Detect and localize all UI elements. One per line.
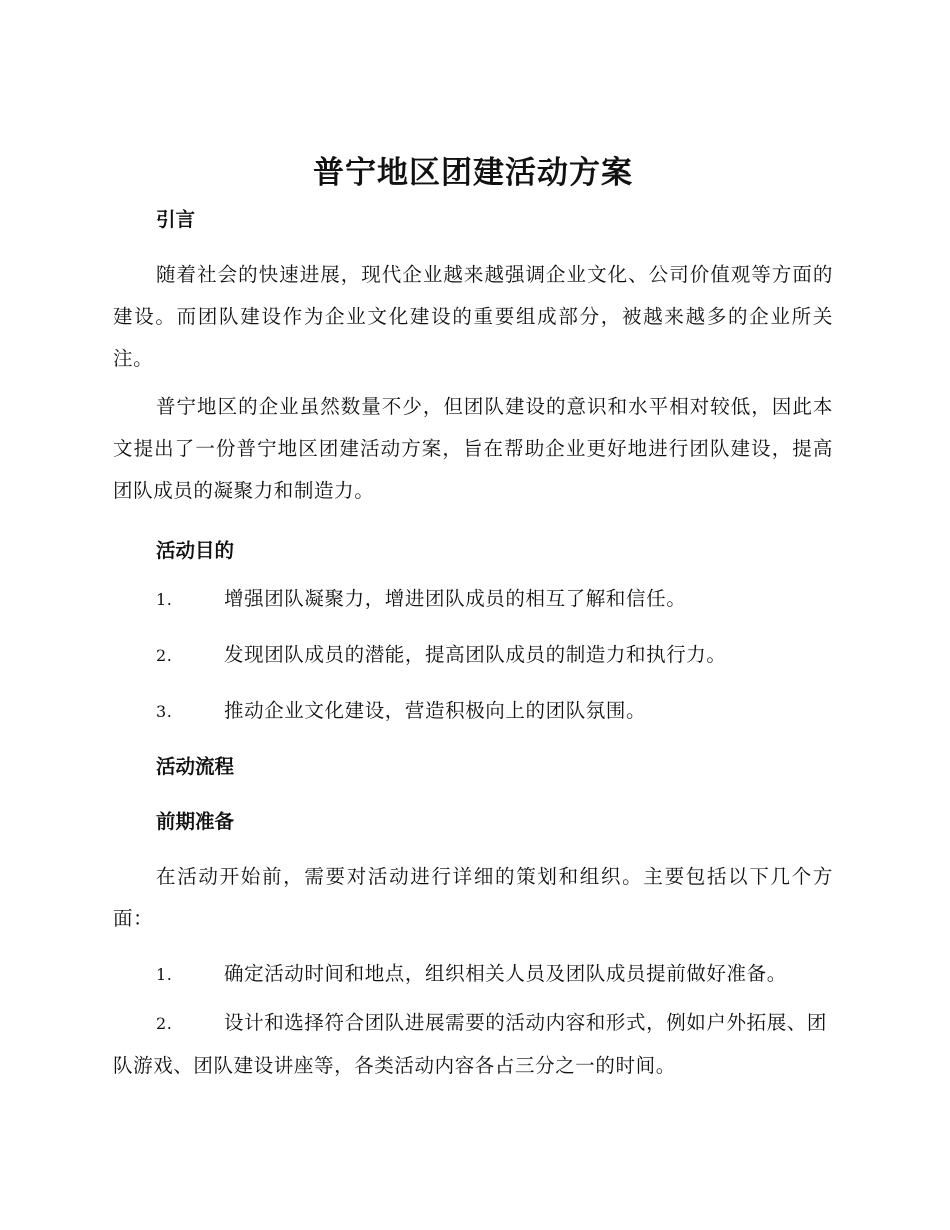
process-item-1 [113, 953, 833, 996]
intro-paragraph-1: 随着社会的快速进展，现代企业越来越强调企业文化、公司价值观等方面的建设。而团队建设作为企业文化建设的重要组成部分，被越来越多的企业所关注。 [113, 263, 833, 370]
goal-item-2 [113, 634, 833, 677]
list-number: 1. [156, 590, 173, 609]
list-text: 增强团队凝聚力，增进团队成员的相互了解和信任。 [224, 587, 687, 610]
subheading-preparation: 前期准备 [156, 810, 235, 833]
list-number: 2. [156, 646, 173, 665]
list-number: 2. [156, 1014, 173, 1033]
list-number: 3. [156, 702, 173, 721]
goal-item-3 [113, 690, 833, 733]
list-number: 1. [156, 965, 173, 984]
heading-intro: 引言 [156, 208, 196, 231]
list-text: 确定活动时间和地点，组织相关人员及团队成员提前做好准备。 [224, 962, 787, 985]
document-title: 普宁地区团建活动方案 [313, 155, 633, 191]
intro-paragraph-2: 普宁地区的企业虽然数量不少，但团队建设的意识和水平相对较低，因此本文提出了一份普宁地区团建活动方案，旨在帮助企业更好地进行团队建设，提高团队成员的凝聚力和制造力。 [113, 395, 833, 502]
heading-goals: 活动目的 [156, 539, 235, 562]
document-page [113, 150, 833, 1087]
heading-process: 活动流程 [156, 755, 235, 778]
process-paragraph-1: 在活动开始前，需要对活动进行详细的策划和组织。主要包括以下几个方面： [113, 865, 833, 930]
list-text: 设计和选择符合团队进展需要的活动内容和形式，例如户外拓展、团队游戏、团队建设讲座等，各类活动内容各占三分之一的时间。 [113, 1011, 828, 1077]
list-text: 发现团队成员的潜能，提高团队成员的制造力和执行力。 [224, 643, 727, 666]
process-item-2 [113, 1002, 833, 1087]
list-text: 推动企业文化建设，营造积极向上的团队氛围。 [224, 699, 647, 722]
goal-item-1 [113, 578, 833, 621]
